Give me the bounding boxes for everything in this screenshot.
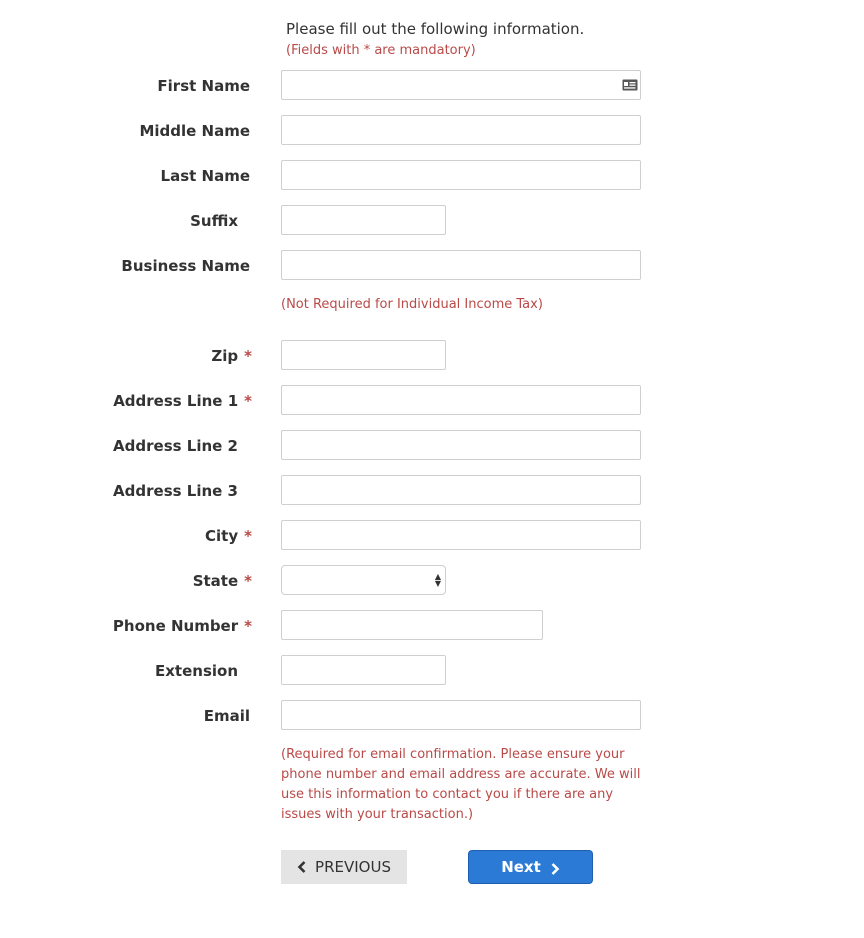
state-select[interactable]: [281, 565, 446, 595]
suffix-label: Suffix: [190, 212, 238, 230]
city-input[interactable]: [282, 521, 640, 549]
extension-field[interactable]: [281, 655, 446, 685]
email-field[interactable]: [281, 700, 641, 730]
required-marker: *: [244, 572, 252, 590]
required-marker: *: [244, 347, 252, 365]
next-label: Next: [501, 858, 541, 876]
extension-input[interactable]: [282, 656, 445, 684]
email-input[interactable]: [282, 701, 640, 729]
mandatory-note: (Fields with * are mandatory): [286, 43, 476, 58]
business-name-field[interactable]: [281, 250, 641, 280]
required-marker: *: [244, 527, 252, 545]
required-marker: *: [244, 392, 252, 410]
first-name-label: First Name: [157, 77, 250, 95]
phone-number-field[interactable]: [281, 610, 543, 640]
previous-button[interactable]: [281, 850, 407, 884]
address-line-3-input[interactable]: [282, 476, 640, 504]
select-arrows-icon: ▲ ▼: [434, 572, 441, 588]
first-name-field[interactable]: [281, 70, 641, 100]
first-name-input[interactable]: [282, 71, 640, 99]
state-label: State *: [192, 572, 252, 590]
business-name-help: (Not Required for Individual Income Tax): [281, 297, 543, 312]
form-intro: Please fill out the following information.: [286, 20, 585, 38]
zip-label: Zip *: [211, 347, 252, 365]
address-line-1-field[interactable]: [281, 385, 641, 415]
contact-card-icon[interactable]: [622, 78, 638, 92]
phone-number-label: Phone Number *: [112, 617, 252, 635]
next-button[interactable]: [468, 850, 593, 884]
chevron-right-icon: [550, 863, 560, 875]
address-line-2-label: Address Line 2: [113, 437, 238, 455]
zip-input[interactable]: [282, 341, 445, 369]
middle-name-input[interactable]: [282, 116, 640, 144]
city-field[interactable]: [281, 520, 641, 550]
address-line-1-label: Address Line 1 *: [113, 392, 252, 410]
address-line-3-label: Address Line 3: [113, 482, 238, 500]
address-line-2-field[interactable]: [281, 430, 641, 460]
suffix-input[interactable]: [282, 206, 445, 234]
previous-label: PREVIOUS: [315, 858, 391, 876]
last-name-field[interactable]: [281, 160, 641, 190]
email-help: (Required for email confirmation. Please ensure your phone number and email address are accurate. We will use this information to contact you if there are any issues with your transaction.): [281, 747, 641, 822]
middle-name-label: Middle Name: [139, 122, 250, 140]
zip-field[interactable]: [281, 340, 446, 370]
email-label: Email: [203, 707, 250, 725]
address-line-3-field[interactable]: [281, 475, 641, 505]
last-name-input[interactable]: [282, 161, 640, 189]
city-label: City *: [205, 527, 252, 545]
required-marker: *: [244, 617, 252, 635]
suffix-field[interactable]: [281, 205, 446, 235]
last-name-label: Last Name: [160, 167, 250, 185]
address-line-2-input[interactable]: [282, 431, 640, 459]
extension-label: Extension: [155, 662, 238, 680]
chevron-left-icon: [297, 861, 307, 873]
address-line-1-input[interactable]: [282, 386, 640, 414]
business-name-label: Business Name: [121, 257, 250, 275]
phone-number-input[interactable]: [282, 611, 542, 639]
business-name-input[interactable]: [282, 251, 640, 279]
middle-name-field[interactable]: [281, 115, 641, 145]
